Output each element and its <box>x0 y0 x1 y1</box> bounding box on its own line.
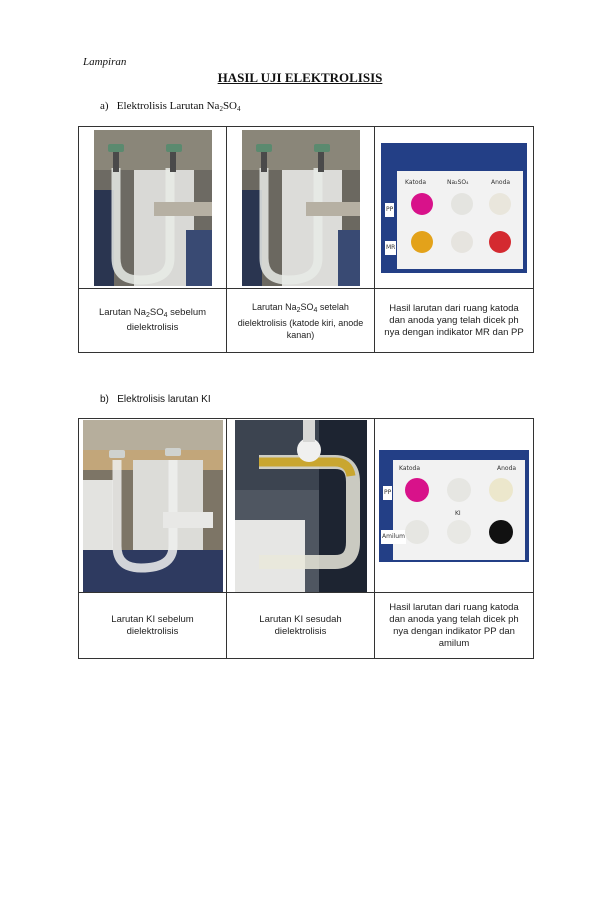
utube-photo <box>242 130 360 286</box>
well-na2so4-pp <box>451 193 473 215</box>
well-anoda-pp <box>489 478 513 502</box>
plate-label-anoda: Anoda <box>497 464 517 472</box>
plate-label-pp: PP <box>385 203 394 217</box>
well-anoda-pp <box>489 193 511 215</box>
photo-ki-before <box>79 419 227 593</box>
plate-label-katoda: Katoda <box>405 178 427 186</box>
page-title: HASIL UJI ELEKTROLISIS <box>217 70 383 85</box>
well-ki-pp <box>447 478 471 502</box>
photo-na2so4-after <box>227 127 375 289</box>
section-a-heading <box>100 100 241 113</box>
section-b-table <box>78 418 534 659</box>
plate-label-pp: PP <box>383 486 392 500</box>
caption-ki-before: Larutan KI sebelum dielektrolisis <box>79 593 227 659</box>
utube-photo <box>94 130 212 286</box>
section-a-title: Elektrolisis Larutan $Na_2SO_4$ <box>116 100 241 113</box>
well-katoda-amilum <box>405 520 429 544</box>
plate-label-ki: KI <box>455 509 461 517</box>
well-anoda-mr <box>489 231 511 253</box>
section-b-title: Elektrolisis larutan KI <box>117 394 211 405</box>
plate-background <box>381 143 527 273</box>
section-b-heading <box>100 394 211 405</box>
section-a-table <box>78 126 534 353</box>
caption-na2so4-indicator: Hasil larutan dari ruang katoda dan anoda yang telah dicek ph nya dengan indikator MR dan PP <box>375 289 534 353</box>
well-katoda-pp <box>405 478 429 502</box>
utube-photo <box>235 420 367 592</box>
photo-na2so4-indicator-plate <box>375 127 534 289</box>
plate-label-amilum: Amilum <box>381 530 406 544</box>
section-b-label: b) <box>100 394 109 405</box>
caption-na2so4-after: Larutan $Na_2SO_4$ setelah dielektrolisis (katode kiri, anode kanan) <box>227 289 375 353</box>
caption-ki-indicator: Hasil larutan dari ruang katoda dan anoda yang telah dicek ph nya dengan indikator PP dan amilum <box>375 593 534 659</box>
lampiran-label: Lampiran <box>83 56 127 68</box>
plate-label-mr: MR <box>385 241 396 255</box>
photo-na2so4-before <box>79 127 227 289</box>
plate-label-anoda: Anoda <box>491 178 511 186</box>
photo-ki-after <box>227 419 375 593</box>
plate-background <box>379 450 529 562</box>
well-katoda-mr <box>411 231 433 253</box>
caption-na2so4-before: Larutan $Na_2SO_4$ sebelum dielektrolisis <box>79 289 227 353</box>
utube-photo <box>83 420 223 592</box>
well-anoda-amilum <box>489 520 513 544</box>
well-na2so4-mr <box>451 231 473 253</box>
photo-ki-indicator-plate <box>375 419 534 593</box>
plate-label-katoda: Katoda <box>399 464 421 472</box>
plate-label-na2so4: Na₂SO₄ <box>447 178 469 186</box>
caption-ki-after: Larutan KI sesudah dielektrolisis <box>227 593 375 659</box>
well-katoda-pp <box>411 193 433 215</box>
well-ki-amilum <box>447 520 471 544</box>
section-a-label: a) <box>100 100 109 112</box>
